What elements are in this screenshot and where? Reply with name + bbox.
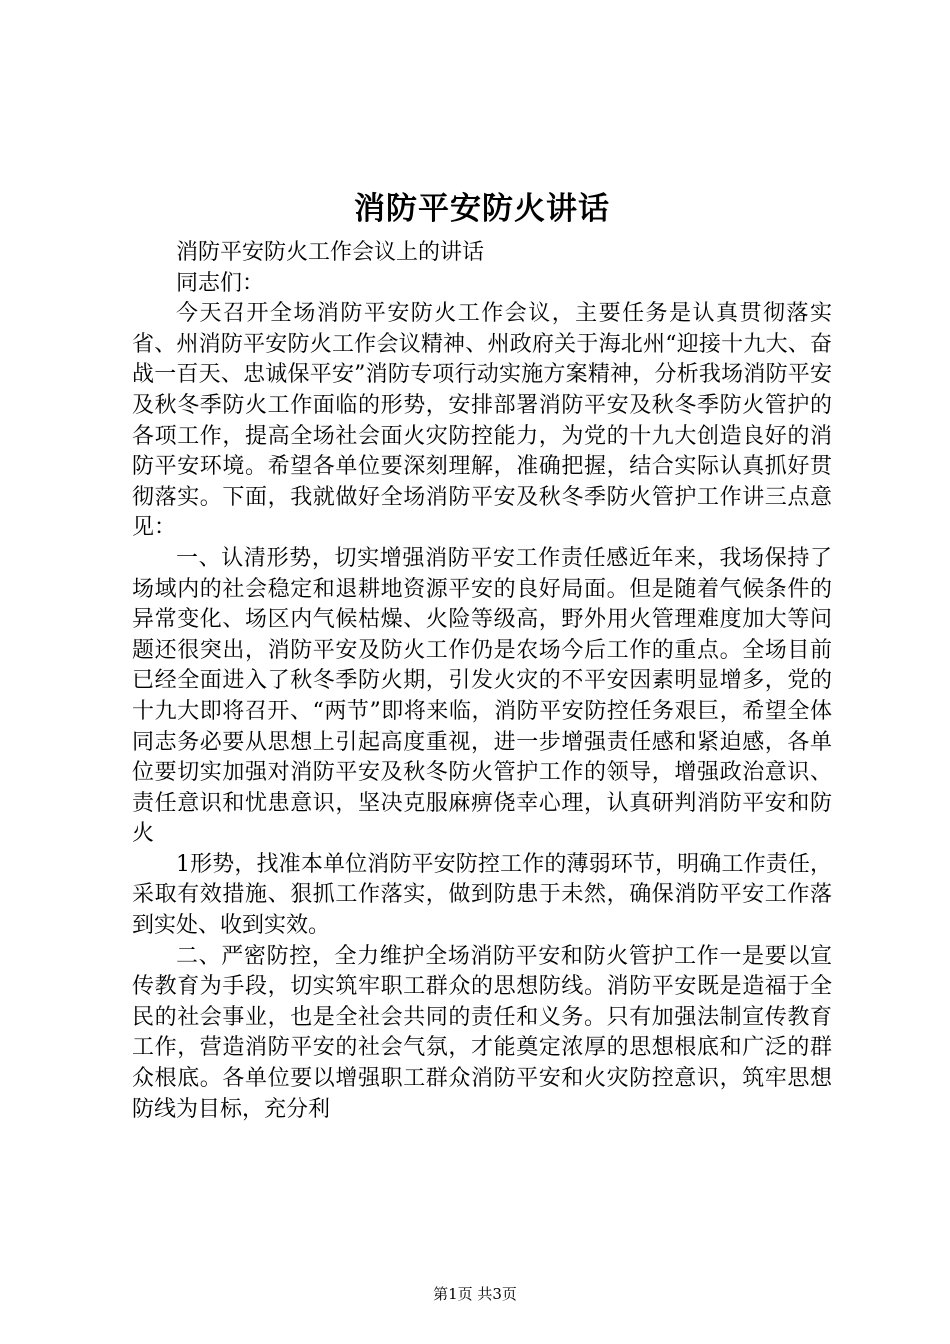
paragraph-intro: 今天召开全场消防平安防火工作会议，主要任务是认真贯彻落实省、州消防平安防火工作会议精神、州政府关于海北州“迎接十九大、奋战一百天、忠诚保平安”消防专项行动实施方案精神，分析我场消防平安及秋冬季防火工作面临的形势，安排部署消防平安及秋冬季防火管护的各项工作，提高全场社会面火灾防控能力，为党的十九大创造良好的消防平安环境。希望各单位要深刻理解，准确把握，结合实际认真抓好贯彻落实。下面，我就做好全场消防平安及秋冬季防火管护工作讲三点意见： [132,301,832,541]
page-title: 消防平安防火讲话 [354,191,610,227]
paragraph-section-one: 一、认清形势，切实增强消防平安工作责任感近年来，我场保持了场域内的社会稳定和退耕地资源平安的良好局面。但是随着气候条件的异常变化、场区内气候枯燥、火险等级高，野外用火管理难度加大等问题还很突出，消防平安及防火工作仍是农场今后工作的重点。全场目前已经全面进入了秋冬季防火期，引发火灾的不平安因素明显增多，党的十九大即将召开、“两节”即将来临，消防平安防控任务艰巨，希望全体同志务必要从思想上引起高度重视，进一步增强责任感和紧迫感，各单位要切实加强对消防平安及秋冬防火管护工作的领导，增强政治意识、责任意识和忧患意识，坚决克服麻痹侥幸心理，认真研判消防平安和防火 [132,545,832,847]
salutation: 同志们： [176,270,265,296]
document-body [132,180,832,1125]
paragraph-section-one-cont: 1形势，找准本单位消防平安防控工作的薄弱环节，明确工作责任，采取有效措施、狠抓工作落实，做到防患于未然，确保消防平安工作落到实处、收到实效。 [132,851,832,939]
paragraph-section-two: 二、严密防控，全力维护全场消防平安和防火管护工作一是要以宣传教育为手段，切实筑牢职工群众的思想防线。消防平安既是造福于全民的社会事业，也是全社会共同的责任和义务。只有加强法制宣传教育工作，营造消防平安的社会气氛，才能奠定浓厚的思想根底和广泛的群众根底。各单位要以增强职工群众消防平安和火灾防控意识，筑牢思想防线为目标，充分利 [132,943,832,1122]
speech-subtitle: 消防平安防火工作会议上的讲话 [176,240,485,265]
page-number-footer: 第1页 共3页 [433,1285,517,1303]
